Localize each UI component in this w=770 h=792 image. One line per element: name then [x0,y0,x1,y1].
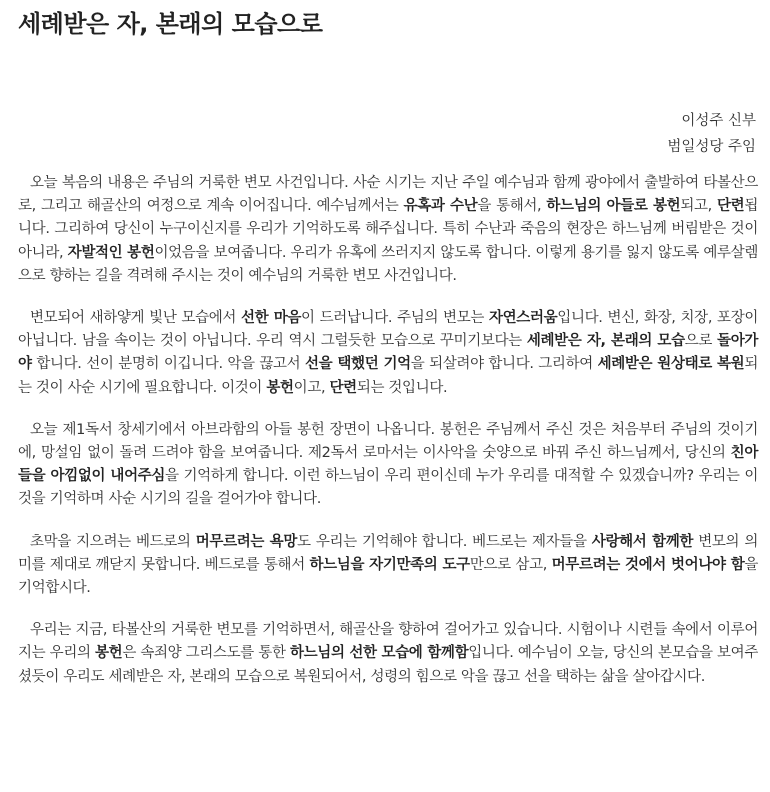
article-title: 세례받은 자, 본래의 모습으로 [18,10,323,38]
bold-text: 자연스러움 [488,310,558,327]
bold-text: 단련 [329,379,357,396]
text-run: 이 드러납니다. 주님의 변모는 [301,310,489,327]
bold-text: 친아들을 아낌없이 내어주심 [18,445,758,485]
text-run: 을 통해서, [477,198,547,215]
text-run: 으로 [684,333,718,350]
author-name: 이성주 신부 [681,113,756,129]
text-run: 이었음을 보여줍니다. 우리가 유혹에 쓰러지지 않도록 합니다. 이렇게 용기를 잃지 않도록 예루살렘으로 향하는 길을 격려해 주시는 것이 예수님의 거룩한 변모 사건입니다. [18,244,758,284]
text-run: 변모되어 새하얗게 빛난 모습에서 [30,310,241,327]
text-run: 은 속죄양 그리스도를 통한 [122,645,290,662]
paragraph [18,619,758,689]
text-run: 됩니다. 그리하여 당신이 누구이신지를 우리가 기억하도록 해주십니다. 특히 수난과 죽음의 현장은 하느님께 버림받은 것이 아니라, [18,198,758,261]
bold-text: 선한 마음 [241,310,302,327]
bold-text: 세례받은 자, 본래의 모습 [526,333,685,350]
text-run: 입니다. 변신, 화장, 치장, 포장이 아닙니다. 남을 속이는 것이 아닙니다. 우리 역시 그럴듯한 모습으로 꾸미기보다는 [18,310,759,350]
paragraph [18,419,758,512]
text-run: 되고, [680,198,717,215]
bold-text: 세례받은 원상태로 복원 [597,356,745,373]
bold-text: 봉헌 [95,645,123,662]
text-run: 을 되살려야 합니다. 그리하여 [410,356,598,373]
bold-text: 선을 택했던 기억 [304,356,411,373]
author-parish: 범일성당 주임 [667,139,756,155]
text-run: 을 기억합시다. [18,556,759,597]
paragraph [18,307,758,400]
text-run: 오늘 복음의 내용은 주님의 거룩한 변모 사건입니다. 사순 시기는 지난 주일 예수님과 함께 광야에서 출발하여 타볼산으로, 그리고 해골산의 여정으로 계속 이어집니다. 예수님께서는 [18,175,758,215]
author-byline [18,108,758,160]
bold-text: 봉헌 [266,379,294,396]
paragraph [18,172,758,288]
text-run: 되는 것이 사순 시기에 필요합니다. 이것이 [18,356,758,396]
text-run: 입니다. 예수님이 오늘, 당신의 본모습을 보여주셨듯이 우리도 세례받은 자, 본래의 모습으로 복원되어서, 성령의 힘으로 악을 끊고 선을 택하는 삶을 살아갑시다. [18,645,758,685]
bold-text: 하느님의 선한 모습에 함께함 [289,645,469,662]
text-run: 을 기억하게 합니다. 이런 하느님이 우리 편이신데 누가 우리를 대적할 수 있겠습니까? 우리는 이것을 기억하며 사순 시기의 길을 걸어가야 합니다. [18,468,758,508]
text-run: 도 우리는 기억해야 합니다. 베드로는 제자들을 [296,533,592,550]
bold-text: 유혹과 수난 [403,198,478,215]
text-run: 우리는 지금, 타볼산의 거룩한 변모를 기억하면서, 해골산을 향하여 걸어가고 있습니다. 시험이나 시련들 속에서 이루어지는 우리의 [18,622,758,662]
bold-text: 머무르려는 욕망 [195,533,297,550]
bold-text: 머무르려는 것에서 벗어나야 함 [551,556,745,573]
bold-text: 하느님을 자기만족의 도구 [309,556,470,573]
paragraph [18,531,758,601]
bold-text: 돌아가야 [18,333,759,373]
bold-text: 사랑해서 함께한 [591,533,694,550]
bold-text: 자발적인 봉헌 [67,244,155,261]
text-run: 오늘 제1독서 창세기에서 아브라함의 아들 봉헌 장면이 나옵니다. 봉헌은 주님께서 주신 것은 처음부터 주님의 것이기에, 망설임 없이 돌려 드려야 함을 보여줍니다. 제2독서 로마서는 이사악을 숫양으로 바꿔 주신 하느님께서, 당신의 [18,421,758,462]
text-run: 되는 것입니다. [356,379,448,396]
text-run: 초막을 지으려는 베드로의 [30,533,196,550]
article-body [18,172,758,689]
bold-text: 하느님의 아들로 봉헌 [546,198,681,215]
text-run: 만으로 삼고, [469,556,552,573]
text-run: 변모의 의미를 제대로 깨닫지 못합니다. 베드로를 통해서 [18,533,758,573]
text-run: 합니다. 선이 분명히 이깁니다. 악을 끊고서 [31,356,305,373]
text-run: 이고, [293,379,330,396]
bold-text: 단련 [717,198,745,215]
